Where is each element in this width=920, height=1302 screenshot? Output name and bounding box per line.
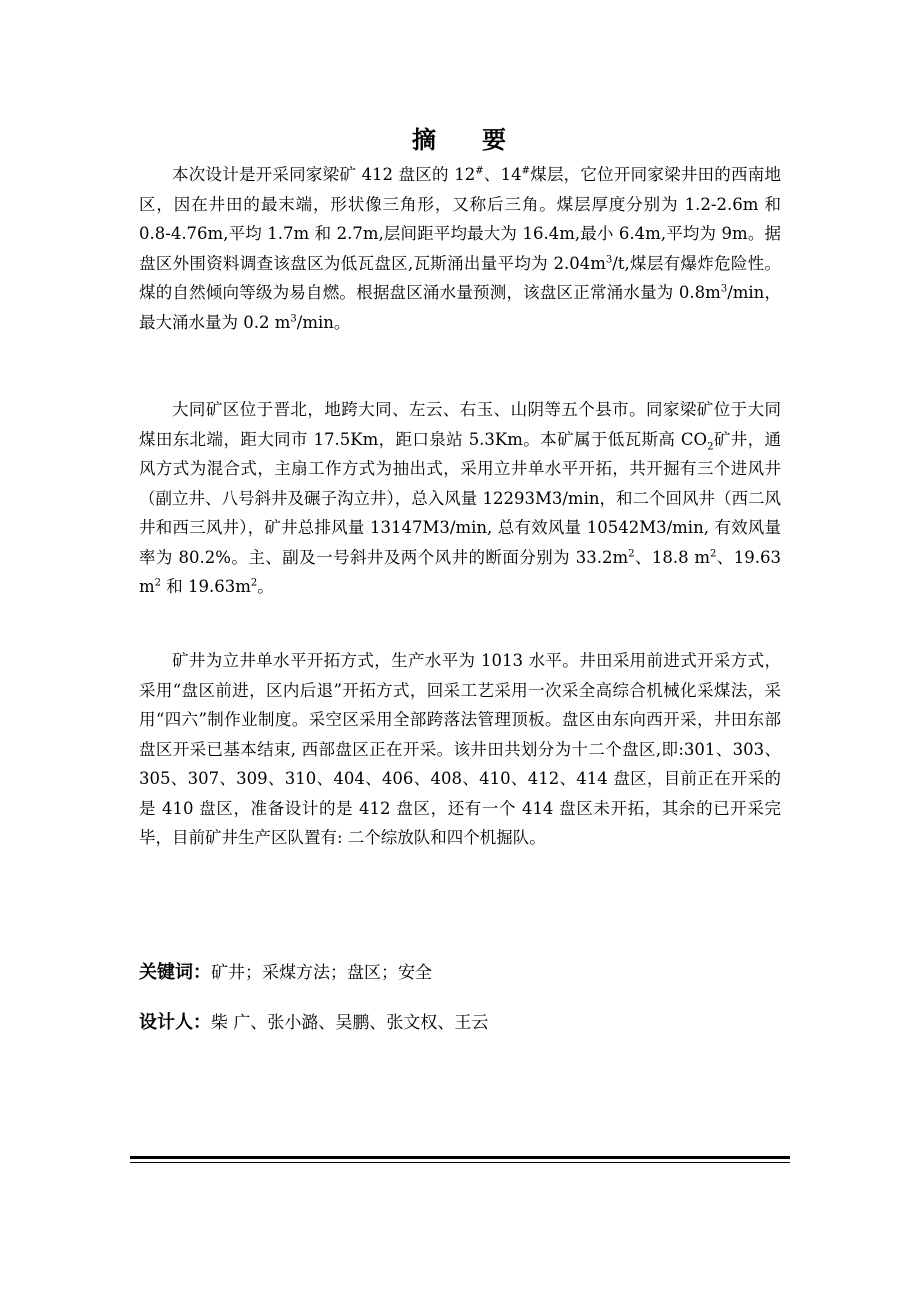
p2-sup-1: 2 <box>628 548 635 559</box>
p1-text-5: /min，最大涌水量为 0.2 m <box>139 283 781 332</box>
p1-text-4: /t,煤层有爆炸危险性。煤的自然倾向等级为易自燃。根据盘区涌水量预测，该盘区正常涌水量为 0.8m <box>139 253 781 302</box>
title-char-2: 要 <box>482 125 508 154</box>
keywords-value: 矿井；采煤方法；盘区；安全 <box>211 963 432 983</box>
keywords-label: 关键词： <box>139 962 211 983</box>
p1-text-3: 煤层，它位开同家梁井田的西南地区，因在井田的最末端，形状像三角形，又称后三角。煤层厚度分别为 1.2-2.6m 和 0.8-4.76m,平均 1.7m 和 2.7m,层间距平均最大为 16.4m,最小 6.4m,平均为 9m。据盘区外围资料调查该盘区为低瓦盘区,瓦斯涌出量平均为 2.04m <box>139 165 781 273</box>
designers-line <box>139 1008 488 1034</box>
p2-text-4: 、19.63 m <box>139 547 781 596</box>
keywords-line <box>139 958 432 984</box>
p2-sup-2: 2 <box>710 548 717 559</box>
p2-text-5: 和 19.63m <box>161 577 251 596</box>
p1-sup-2: # <box>521 165 530 177</box>
p1-sup-3: 3 <box>605 254 613 265</box>
p1-sup-5: 3 <box>290 313 297 324</box>
abstract-paragraph-3: 矿井为立井单水平开拓方式，生产水平为 1013 水平。井田采用前进式开采方式，采用“盘区前进，区内后退”开拓方式，回采工艺采用一次采全高综合机械化采煤法，采用“四六”制作业制度。采空区采用全部跨落法管理顶板。盘区由东向西开采，井田东部盘区开采已基本结束, 西部盘区正在开采。该井田共划分为十二个盘区,即:301、303、305、307、309、310、404、406、408、410、412、414 盘区，目前正在开采的是 410 盘区，准备设计的是 412 盘区，还有一个 414 盘区未开拓，其余的已开采完毕，目前矿井生产区队置有: 二个综放队和四个机掘队。 <box>139 651 781 847</box>
p1-text-2: 、14 <box>483 165 522 184</box>
p2-text-6: 。 <box>257 577 274 596</box>
p1-sup-4: 3 <box>720 283 728 295</box>
title-char-1: 摘 <box>412 125 438 154</box>
designers-value: 柴 广、张小潞、吴鹏、张文权、王云 <box>211 1013 489 1033</box>
abstract-paragraph-2 <box>139 395 781 602</box>
footer-double-rule <box>130 1156 790 1163</box>
p1-sup-1: # <box>475 165 484 177</box>
abstract-title <box>0 120 920 155</box>
abstract-paragraph-1 <box>139 160 781 337</box>
p2-sup-3: 2 <box>154 577 162 589</box>
p2-text-1: 大同矿区位于晋北，地跨大同、左云、右玉、山阴等五个县市。同家梁矿位于大同煤田东北端，距大同市 17.5Km，距口泉站 5.3Km。本矿属于低瓦斯高 CO <box>139 400 781 449</box>
p2-text-2: 矿井，通风方式为混合式，主扇工作方式为抽出式，采用立井单水平开拓，共开掘有三个进风井（副立井、八号斜井及碾子沟立井），总入风量 12293M3/min，和二个回风井（西二风井和西三风井），矿井总排风量 13147M3/min, 总有效风量 10542M3/min, 有效风量率为 80.2%。主、副及一号斜井及两个风井的断面分别为 33.2m <box>139 429 782 567</box>
p1-text-6: /min。 <box>296 312 351 332</box>
designers-label: 设计人： <box>139 1012 211 1033</box>
p2-sub-1: 2 <box>707 440 714 452</box>
p1-text-1: 本次设计是开采同家梁矿 412 盘区的 12 <box>172 165 476 184</box>
p2-text-3: 、18.8 m <box>634 547 710 567</box>
p2-sup-4: 2 <box>250 577 258 589</box>
